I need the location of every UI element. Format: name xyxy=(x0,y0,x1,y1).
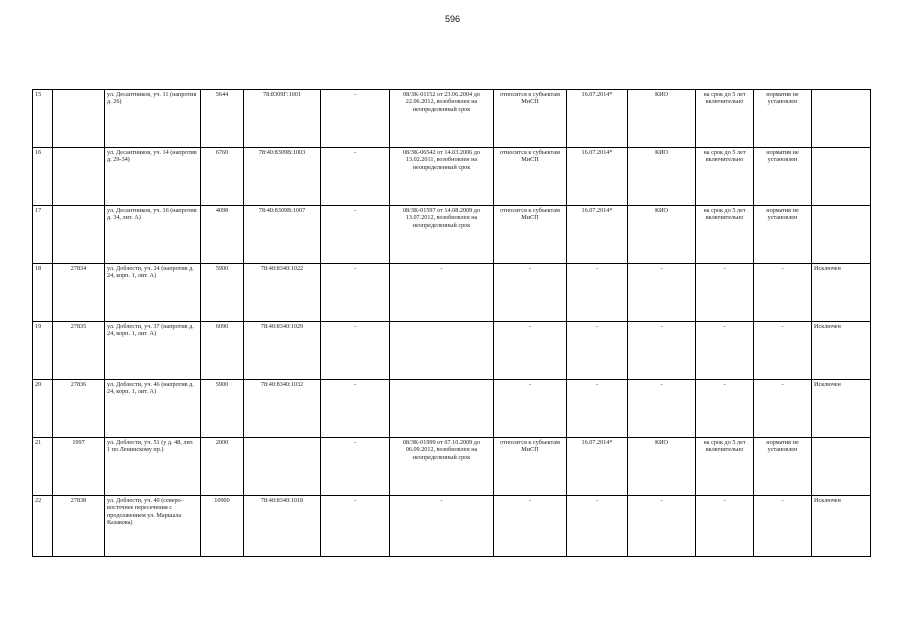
row-area: 5900 xyxy=(201,264,244,322)
row-code: 27838 xyxy=(53,496,105,557)
row-code xyxy=(53,90,105,148)
land-registry-table xyxy=(32,89,871,557)
row-lease-document: 08/ЗК-06542 от 14.03.2006 до 13.02.2011, возобновлен на неопределенный срок xyxy=(390,148,494,206)
row-address: ул. Десантников, уч. 16 (напротив д. 34, лит. А) xyxy=(105,206,201,264)
row-number: 17 xyxy=(33,206,53,264)
row-note xyxy=(812,90,871,148)
row-norm: - xyxy=(754,322,812,380)
row-note xyxy=(812,206,871,264)
row-code: 27834 xyxy=(53,264,105,322)
table-row xyxy=(33,264,871,322)
row-date: 16.07.2014* xyxy=(567,438,628,496)
row-encumbrance: - xyxy=(321,322,390,380)
row-address: ул. Доблести, уч. 40 (северо-восточнее пересечения с продолжением ул. Маршала Казакова) xyxy=(105,496,201,557)
row-date: - xyxy=(567,380,628,438)
row-owner-category: - xyxy=(494,264,567,322)
row-number: 18 xyxy=(33,264,53,322)
row-owner-category: - xyxy=(494,322,567,380)
row-encumbrance: - xyxy=(321,264,390,322)
row-organization: - xyxy=(628,380,696,438)
row-number: 21 xyxy=(33,438,53,496)
row-cadastre-number: 78:40:8309В:1003 xyxy=(244,148,321,206)
row-lease-document: - xyxy=(390,496,494,557)
row-address: ул. Доблести, уч. 37 (напротив д. 24, корп. 1, лит. А) xyxy=(105,322,201,380)
row-code: 27835 xyxy=(53,322,105,380)
row-owner-category: относится к субъектам МиСП xyxy=(494,206,567,264)
row-owner-category: - xyxy=(494,380,567,438)
table-row xyxy=(33,380,871,438)
row-cadastre-number: 78:40:8340:1022 xyxy=(244,264,321,322)
row-lease-document: 08/ЗК-01597 от 14.08.2009 до 13.07.2012, возобновлен на неопределенный срок xyxy=(390,206,494,264)
row-number: 22 xyxy=(33,496,53,557)
row-encumbrance: - xyxy=(321,206,390,264)
table-row xyxy=(33,322,871,380)
row-date: - xyxy=(567,322,628,380)
row-number: 20 xyxy=(33,380,53,438)
row-owner-category: относится к субъектам МиСП xyxy=(494,90,567,148)
row-term: - xyxy=(696,264,754,322)
row-area: 5900 xyxy=(201,380,244,438)
row-term: на срок до 5 лет включительно xyxy=(696,90,754,148)
row-address: ул. Десантников, уч. 14 (напротив д. 29-34) xyxy=(105,148,201,206)
row-organization: КИО xyxy=(628,438,696,496)
row-norm: норматив не установлен xyxy=(754,90,812,148)
row-address: ул. Доблести, уч. 46 (напротив д. 24, корп. 1, лит. А) xyxy=(105,380,201,438)
row-area: 6760 xyxy=(201,148,244,206)
row-organization: КИО xyxy=(628,148,696,206)
row-term: - xyxy=(696,496,754,557)
row-term: - xyxy=(696,380,754,438)
row-date: 16.07.2014* xyxy=(567,90,628,148)
table-row xyxy=(33,438,871,496)
row-norm: - xyxy=(754,496,812,557)
row-term: - xyxy=(696,322,754,380)
row-note: Исключен xyxy=(812,496,871,557)
row-norm: - xyxy=(754,380,812,438)
row-number: 15 xyxy=(33,90,53,148)
row-term: на срок до 5 лет включительно xyxy=(696,148,754,206)
row-area: 6090 xyxy=(201,322,244,380)
row-term: на срок до 5 лет включительно xyxy=(696,438,754,496)
row-cadastre-number: 78:40:8340:1029 xyxy=(244,322,321,380)
row-owner-category: относится к субъектам МиСП xyxy=(494,148,567,206)
row-address: ул. Доблести, уч. 51 (у д. 48, лит. 1 по Ленинскому пр.) xyxy=(105,438,201,496)
row-encumbrance: - xyxy=(321,380,390,438)
row-organization: - xyxy=(628,496,696,557)
row-cadastre-number: 78:8309Г:1001 xyxy=(244,90,321,148)
row-address: ул. Доблести, уч. 24 (напротив д. 24, корп. 1, лит. А) xyxy=(105,264,201,322)
row-note: Исключен xyxy=(812,264,871,322)
row-area: 10900 xyxy=(201,496,244,557)
row-organization: - xyxy=(628,322,696,380)
row-number: 16 xyxy=(33,148,53,206)
table-row xyxy=(33,148,871,206)
row-lease-document xyxy=(390,380,494,438)
page-number: 596 xyxy=(444,14,461,24)
row-lease-document xyxy=(390,322,494,380)
row-cadastre-number: 78:40:8340:1018 xyxy=(244,496,321,557)
row-date: 16.07.2014* xyxy=(567,206,628,264)
row-code: 1997 xyxy=(53,438,105,496)
row-code: 27836 xyxy=(53,380,105,438)
row-note xyxy=(812,438,871,496)
table-row xyxy=(33,90,871,148)
row-address: ул. Десантников, уч. 11 (напротив д. 26) xyxy=(105,90,201,148)
row-norm: норматив не установлен xyxy=(754,148,812,206)
row-lease-document: - xyxy=(390,264,494,322)
row-cadastre-number xyxy=(244,438,321,496)
row-organization: КИО xyxy=(628,206,696,264)
row-encumbrance: - xyxy=(321,148,390,206)
row-organization: КИО xyxy=(628,90,696,148)
row-note: Исключен xyxy=(812,380,871,438)
row-code xyxy=(53,206,105,264)
row-owner-category: - xyxy=(494,496,567,557)
row-organization: - xyxy=(628,264,696,322)
row-lease-document: 08/ЗК-01999 от 07.10.2009 до 06.09.2012, возобновлен на неопределенный срок xyxy=(390,438,494,496)
row-date: - xyxy=(567,264,628,322)
row-norm: норматив не установлен xyxy=(754,206,812,264)
row-number: 19 xyxy=(33,322,53,380)
row-norm: - xyxy=(754,264,812,322)
row-term: на срок до 5 лет включительно xyxy=(696,206,754,264)
row-date: - xyxy=(567,496,628,557)
row-encumbrance: - xyxy=(321,496,390,557)
row-note: Исключен xyxy=(812,322,871,380)
row-encumbrance: - xyxy=(321,438,390,496)
row-encumbrance: - xyxy=(321,90,390,148)
row-norm: норматив не установлен xyxy=(754,438,812,496)
row-area: 2000 xyxy=(201,438,244,496)
row-code xyxy=(53,148,105,206)
table-row xyxy=(33,496,871,557)
row-cadastre-number: 78:40:8340:1032 xyxy=(244,380,321,438)
row-area: 5644 xyxy=(201,90,244,148)
row-area: 4098 xyxy=(201,206,244,264)
row-lease-document: 08/ЗК-01152 от 23.06.2004 до 22.06.2012, возобновлен на неопределенный срок xyxy=(390,90,494,148)
table-row xyxy=(33,206,871,264)
table-body xyxy=(33,90,871,557)
row-cadastre-number: 78:40:8309В:1007 xyxy=(244,206,321,264)
row-owner-category: относится к субъектам МиСП xyxy=(494,438,567,496)
row-note xyxy=(812,148,871,206)
row-date: 16.07.2014* xyxy=(567,148,628,206)
